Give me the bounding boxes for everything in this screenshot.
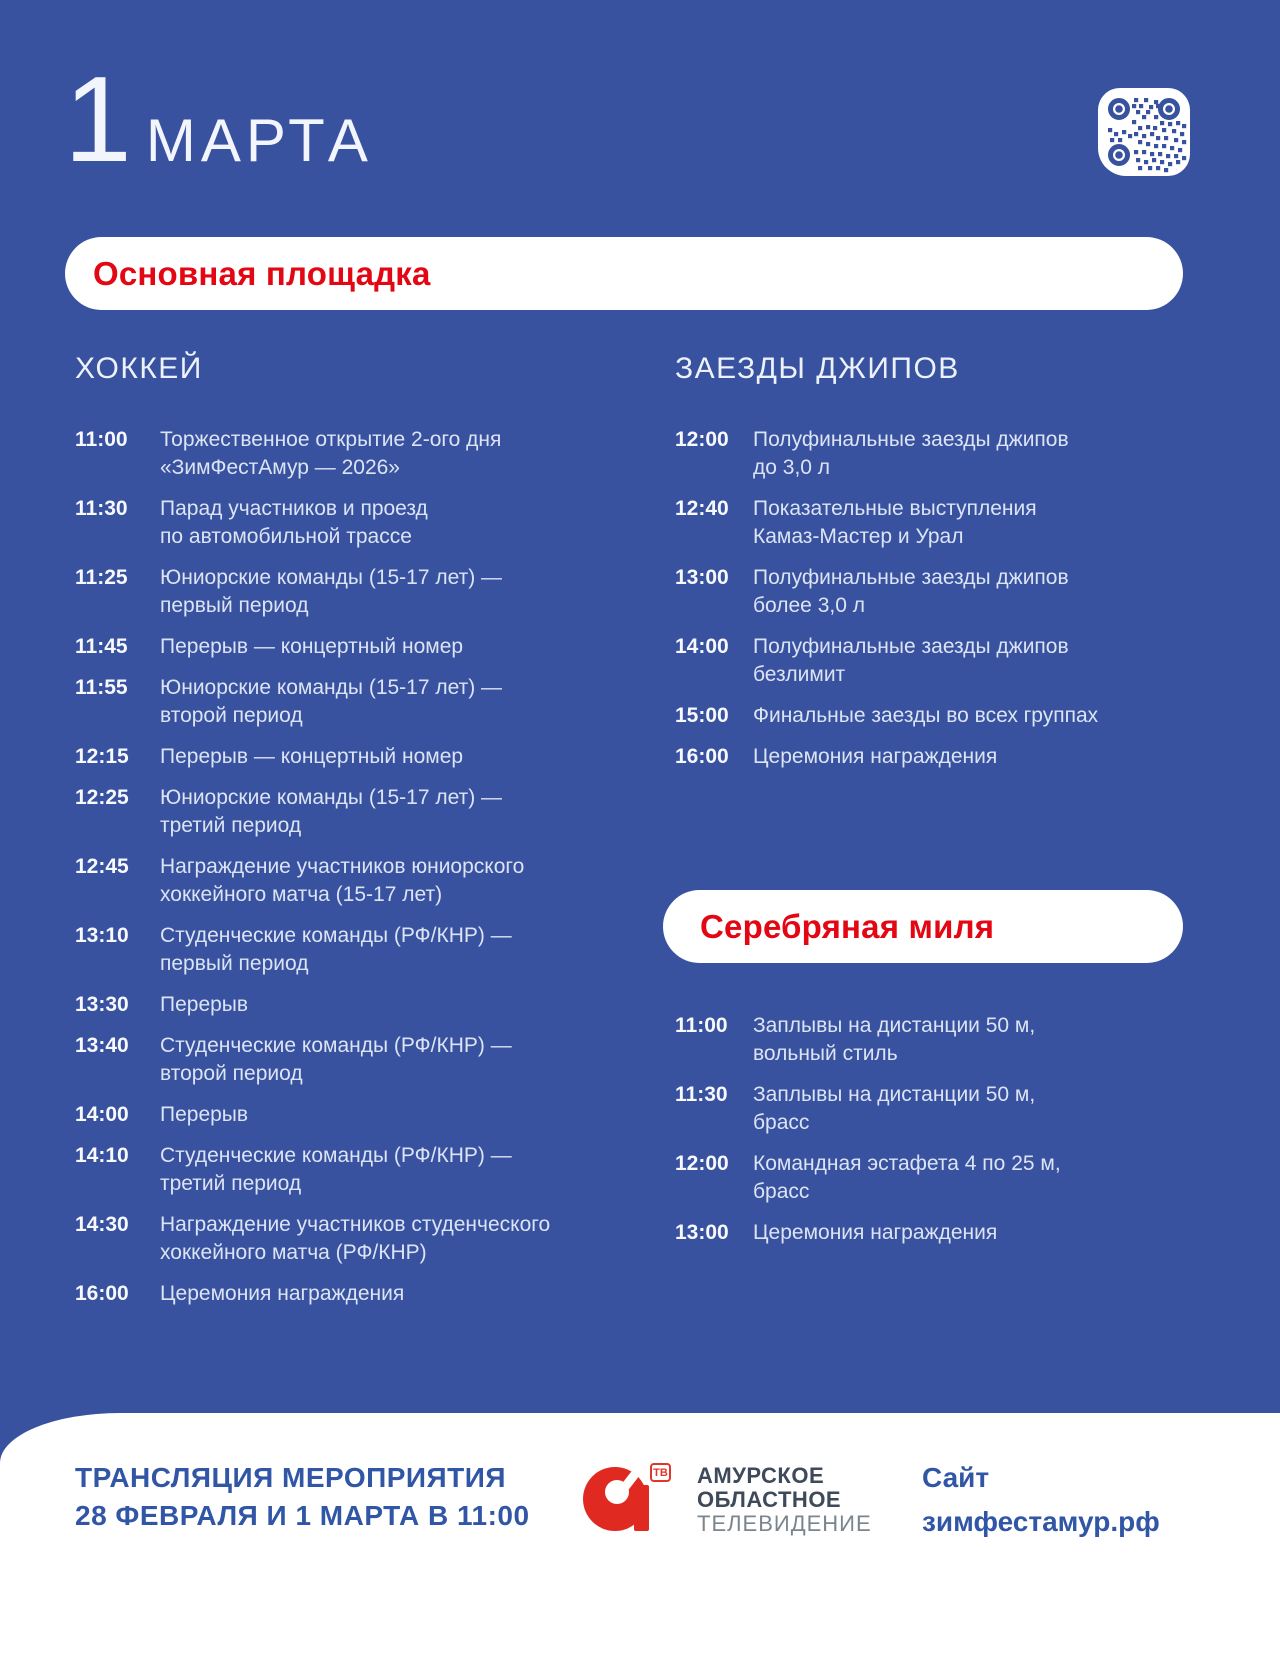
logo-text-line-3: ТЕЛЕВИДЕНИЕ (697, 1511, 872, 1536)
event-time: 13:30 (75, 993, 129, 1016)
event-line: до 3,0 л (753, 456, 831, 479)
event-time: 11:30 (75, 497, 128, 520)
section-jeep-races (675, 350, 1195, 771)
event-description (753, 1219, 1195, 1247)
event-description (753, 1081, 1195, 1137)
event-description (753, 1150, 1195, 1206)
event-time: 11:45 (75, 635, 128, 658)
schedule-event (675, 1012, 1195, 1068)
event-line: более 3,0 л (753, 594, 865, 617)
event-line: первый период (160, 594, 309, 617)
event-line: Командная эстафета 4 по 25 м, (753, 1152, 1061, 1175)
site-info (922, 1456, 1160, 1544)
event-time: 11:25 (75, 566, 128, 589)
event-description (160, 784, 615, 840)
event-line: Показательные выступления (753, 497, 1037, 520)
event-description (160, 922, 615, 978)
event-time: 14:30 (75, 1213, 129, 1236)
venue-pill-silver-mile (663, 890, 1183, 963)
tv-badge: ТВ (650, 1463, 671, 1482)
event-description (160, 1211, 615, 1267)
event-line: Финальные заезды во всех группах (753, 704, 1099, 727)
schedule-event (75, 1032, 615, 1088)
amur-tv-logo-text (697, 1464, 872, 1536)
event-description (753, 564, 1195, 620)
venue-title-silver-mile: Серебряная миля (700, 907, 995, 945)
venue-title-main: Основная площадка (93, 254, 431, 292)
broadcast-line-2: 28 ФЕВРАЛЯ И 1 МАРТА В 11:00 (75, 1500, 530, 1531)
event-description (160, 1142, 615, 1198)
schedule-event (75, 495, 615, 551)
schedule-event (75, 564, 615, 620)
section-title-hockey: ХОККЕЙ (75, 352, 203, 385)
event-description (160, 1032, 615, 1088)
event-line: Торжественное открытие 2-ого дня (160, 428, 502, 451)
event-line: Перерыв — концертный номер (160, 635, 464, 658)
event-description (753, 495, 1195, 551)
event-line: Награждение участников юниорского (160, 855, 525, 878)
event-line: второй период (160, 704, 303, 727)
event-line: Перерыв (160, 1103, 249, 1126)
event-line: Студенческие команды (РФ/КНР) — (160, 1034, 512, 1057)
event-time: 15:00 (675, 704, 729, 727)
event-line: Церемония награждения (753, 745, 998, 768)
event-time: 13:40 (75, 1034, 129, 1057)
event-description (160, 674, 615, 730)
event-line: Награждение участников студенческого (160, 1213, 551, 1236)
event-line: хоккейного матча (15-17 лет) (160, 883, 443, 906)
event-line: безлимит (753, 663, 846, 686)
event-line: вольный стиль (753, 1042, 898, 1065)
jeep-event-list (675, 426, 1195, 771)
schedule-event (75, 426, 615, 482)
event-description (160, 743, 615, 771)
event-description (160, 853, 615, 909)
event-time: 14:00 (675, 635, 729, 658)
schedule-event (75, 1142, 615, 1198)
event-time: 11:00 (75, 428, 128, 451)
event-line: Полуфинальные заезды джипов (753, 566, 1069, 589)
schedule-event (675, 1219, 1195, 1247)
event-time: 13:00 (675, 1221, 729, 1244)
event-line: третий период (160, 1172, 302, 1195)
venue-pill-main (65, 237, 1183, 310)
event-time: 12:40 (675, 497, 729, 520)
schedule-event (75, 991, 615, 1019)
date-month: МАРТА (145, 107, 373, 174)
schedule-event (75, 784, 615, 840)
event-time: 12:00 (675, 428, 729, 451)
event-time: 11:55 (75, 676, 128, 699)
event-line: брасс (753, 1180, 810, 1203)
schedule-event (75, 1211, 615, 1267)
event-line: Студенческие команды (РФ/КНР) — (160, 924, 512, 947)
event-line: Юниорские команды (15-17 лет) — (160, 566, 503, 589)
event-description (160, 564, 615, 620)
event-time: 12:45 (75, 855, 129, 878)
event-description (160, 633, 615, 661)
section-hockey (75, 350, 615, 1308)
broadcast-info (75, 1459, 530, 1535)
event-time: 11:00 (675, 1014, 728, 1037)
event-time: 13:00 (675, 566, 729, 589)
schedule-event (675, 633, 1195, 689)
event-line: хоккейного матча (РФ/КНР) (160, 1241, 427, 1264)
event-line: Полуфинальные заезды джипов (753, 635, 1069, 658)
schedule-event (675, 564, 1195, 620)
schedule-event (675, 702, 1195, 730)
event-line: Заплывы на дистанции 50 м, (753, 1083, 1036, 1106)
event-line: Перерыв (160, 993, 249, 1016)
schedule-event (675, 743, 1195, 771)
footer (0, 1413, 1280, 1678)
date-day: 1 (64, 51, 130, 187)
event-time: 12:15 (75, 745, 129, 768)
schedule-event (75, 922, 615, 978)
schedule-event (675, 495, 1195, 551)
event-time: 16:00 (75, 1282, 129, 1305)
event-description (753, 743, 1195, 771)
logo-text-line-1: АМУРСКОЕ (697, 1463, 825, 1488)
event-line: Перерыв — концертный номер (160, 745, 464, 768)
event-line: Полуфинальные заезды джипов (753, 428, 1069, 451)
event-line: второй период (160, 1062, 303, 1085)
hockey-event-list (75, 426, 615, 1308)
site-label: Сайт (922, 1462, 990, 1493)
logo-text-line-2: ОБЛАСТНОЕ (697, 1487, 842, 1512)
event-time: 16:00 (675, 745, 729, 768)
event-line: «ЗимФестАмур — 2026» (160, 456, 400, 479)
event-line: Юниорские команды (15-17 лет) — (160, 786, 503, 809)
event-line: по автомобильной трассе (160, 525, 412, 548)
event-line: Заплывы на дистанции 50 м, (753, 1014, 1036, 1037)
event-time: 12:00 (675, 1152, 729, 1175)
schedule-event (75, 743, 615, 771)
event-line: Камаз-Мастер и Урал (753, 525, 964, 548)
amur-tv-logo (583, 1465, 651, 1533)
event-line: брасс (753, 1111, 810, 1134)
silver-mile-event-list (675, 1012, 1195, 1247)
schedule-event (675, 426, 1195, 482)
event-description (753, 702, 1195, 730)
event-description (160, 1280, 615, 1308)
event-time: 13:10 (75, 924, 129, 947)
schedule-event (75, 853, 615, 909)
event-line: Церемония награждения (160, 1282, 405, 1305)
broadcast-line-1: ТРАНСЛЯЦИЯ МЕРОПРИЯТИЯ (75, 1462, 507, 1493)
schedule-event (675, 1081, 1195, 1137)
qr-code-icon (1098, 88, 1190, 176)
event-description (753, 633, 1195, 689)
event-description (160, 426, 615, 482)
event-description (753, 426, 1195, 482)
event-time: 14:00 (75, 1103, 129, 1126)
schedule-event (75, 674, 615, 730)
event-description (160, 991, 615, 1019)
site-url: зимфестамур.рф (922, 1506, 1160, 1537)
event-time: 11:30 (675, 1083, 728, 1106)
event-line: Церемония награждения (753, 1221, 998, 1244)
schedule-event (75, 1101, 615, 1129)
schedule-event (75, 1280, 615, 1308)
event-line: первый период (160, 952, 309, 975)
section-title-jeep-races: ЗАЕЗДЫ ДЖИПОВ (675, 352, 960, 385)
event-line: Студенческие команды (РФ/КНР) — (160, 1144, 512, 1167)
event-line: третий период (160, 814, 302, 837)
page-title (64, 51, 373, 187)
event-description (160, 1101, 615, 1129)
schedule-event (75, 633, 615, 661)
schedule-event (675, 1150, 1195, 1206)
event-description (160, 495, 615, 551)
event-line: Парад участников и проезд (160, 497, 428, 520)
event-description (753, 1012, 1195, 1068)
event-line: Юниорские команды (15-17 лет) — (160, 676, 503, 699)
event-time: 12:25 (75, 786, 129, 809)
event-time: 14:10 (75, 1144, 129, 1167)
